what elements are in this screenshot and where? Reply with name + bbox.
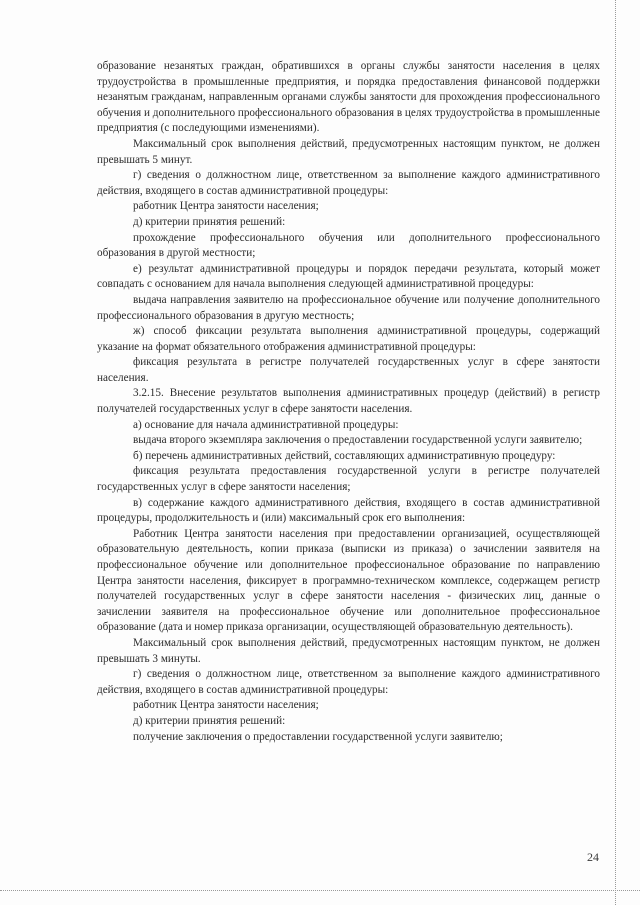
paragraph: д) критерии принятия решений: (133, 714, 286, 727)
paragraph: г) сведения о должностном лице, ответственном за выполнение каждого административного действия, входящего в состав административной процедуры: (97, 169, 600, 197)
document-body (97, 59, 600, 745)
section-heading-3-2-15: 3.2.15. Внесение результатов выполнения административных процедур (действий) в регистр получателей государственных услуг в сфере занятости населения. (97, 387, 600, 416)
paragraph: выдача второго экземпляра заключения о предоставлении государственной услуги заявителю; (133, 434, 583, 447)
paragraph: ж) способ фиксации результата выполнения административной процедуры, содержащий указание на формат обязательного отображения административной процедуры: (97, 325, 600, 353)
paragraph: фиксация результата предоставления государственной услуги в регистре получателей государственных услуг в сфере занятости населения; (97, 465, 600, 494)
paragraph: выдача направления заявителю на профессиональное обучение или получение дополнительного профессионального образования в другую местность; (97, 293, 600, 322)
page-number: 24 (587, 850, 599, 864)
paragraph: работник Центра занятости населения; (133, 699, 319, 712)
paragraph: е) результат административной процедуры и порядок передачи результата, который может совпадать с основанием для начала выполнения следующей административной процедуры: (97, 262, 600, 291)
paragraph: г) сведения о должностном лице, ответственном за выполнение каждого административного действия, входящего в состав административной процедуры: (97, 668, 600, 696)
paragraph: б) перечень административных действий, составляющих административную процедуру: (133, 449, 556, 462)
paragraph: образование незанятых граждан, обратившихся в органы службы занятости населения в целях трудоустройства в промышленные предприятия, и порядка предоставления финансовой поддержки незанятым гражданам, направленным органами службы занятости для прохождения профессионального обучения и дополнительного профессионального образования в целях трудоустройства в промышленные предприятия (с последующими изменениями). (97, 60, 600, 135)
paragraph: Максимальный срок выполнения действий, предусмотренных настоящим пунктом, не должен превышать 5 минут. (97, 137, 600, 166)
paragraph: прохождение профессионального обучения или дополнительного профессионального образования в другой местности; (97, 231, 600, 260)
paragraph: фиксация результата в регистре получателей государственных услуг в сфере занятости населения. (97, 356, 600, 384)
scan-edge-bottom (0, 889, 640, 891)
paragraph: получение заключения о предоставлении государственной услуги заявителю; (133, 730, 503, 743)
paragraph: Работник Центра занятости населения при предоставлении организацией, осуществляющей образовательную деятельность, копии приказа (выписки из приказа) о зачислении заявителя на профессиональное обучение или дополнительное профессиональное образование по направлению Центра занятости населения, фиксирует в программно-техническом комплексе, содержащем регистр получателей государственных услуг в сфере занятости населения - физических лиц, данные о зачислении заявителя на профессиональное обучение или дополнительное профессиональное образование (дата и номер приказа организации, осуществляющей образовательную деятельность). (97, 527, 600, 634)
paragraph: в) содержание каждого административного действия, входящего в состав административной процедуры, продолжительность и (или) максимальный срок его выполнения: (97, 496, 600, 525)
paragraph: д) критерии принятия решений: (133, 215, 286, 228)
paragraph: а) основание для начала административной процедуры: (133, 418, 399, 431)
paragraph: Максимальный срок выполнения действий, предусмотренных настоящим пунктом, не должен превышать 3 минуты. (97, 636, 600, 665)
paragraph: работник Центра занятости населения; (133, 200, 319, 213)
scan-edge-right (614, 0, 616, 905)
